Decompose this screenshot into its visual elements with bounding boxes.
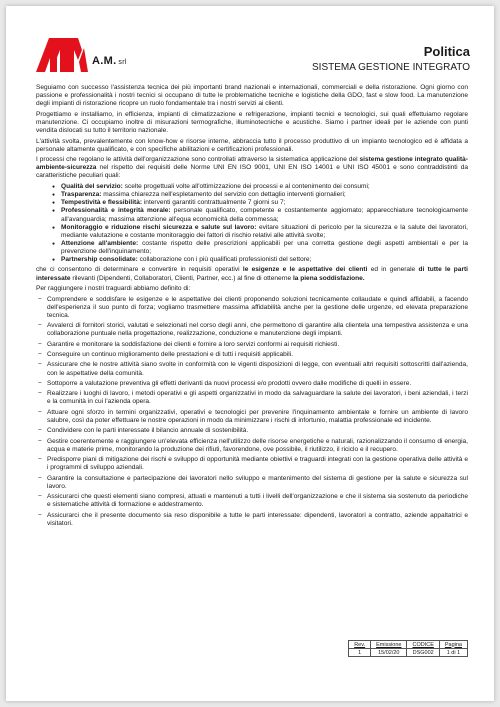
objectives-intro: Per raggiungere i nostri traguardi abbiamo definito di:: [36, 285, 191, 293]
revision-header-cell: Pagina: [439, 641, 467, 649]
quality-item: [52, 207, 468, 223]
quality-term: Trasparenza:: [61, 191, 102, 199]
quality-text: scelte progettuali volte all'ottimizzazione dei processi e al contenimento dei consumi;: [124, 182, 370, 190]
commitment-text-a: che ci consentono di determinare e convertire in requisiti operativi: [36, 266, 240, 274]
processes-paragraph: [36, 156, 468, 180]
objective-item: − Comprendere e soddisfare le esigenze e le aspettative dei clienti proponendo soluzioni tecnicamente collaudate e quindi affidabili, a facendo dell'esperienza il suo punto di forza; vogliamo trasmettere massima affidabilità anche per la gestione delle urgenze, ed elevata preparazione tecnica.: [36, 296, 468, 320]
intro-paragraph: L'attività svolta, prevalentemente con know-how e risorse interne, abbraccia tutto il processo produttivo di un impianto tecnologico ed è affidata a personale altamente qualificato, e con specifiche abilitazioni e certificazioni professionali.: [36, 137, 468, 153]
title-block: [312, 44, 470, 73]
objective-item: − Gestire coerentemente e raggiungere un'elevata efficienza nell'utilizzo delle risorse energetiche e naturali, razionalizzando il consumo di energia, acqua e materie prime, monitorando la produzione dei rifiuti, favorendone, ove possibile, il riutilizzo, il riciclo e il recupero.: [36, 438, 468, 454]
quality-item: [52, 183, 468, 191]
company-name: [92, 55, 127, 67]
company-suffix: srl: [118, 59, 127, 66]
revision-value-cell: 15/02/20: [371, 649, 407, 657]
commitment-text-d: di tutte le parti interessate: [36, 266, 468, 282]
document-subtitle: SISTEMA GESTIONE INTEGRATO: [312, 62, 470, 73]
objective-item: − Assicurare che le nostre attività siano svolte in conformità con le vigenti disposizioni di legge, con eventuali altri requisiti sottoscritti dall'azienda, con le aspettative della comunità.: [36, 361, 468, 377]
quality-text: evitare situazioni di pericolo per la sicurezza e la salute dei lavoratori, mediante valutazione e costante monitoraggio dei fattori di rischio relativi alle attività svolte;: [61, 223, 468, 239]
quality-term: Partnership consolidate:: [61, 256, 138, 264]
revision-table: [348, 640, 468, 657]
processes-system: sistema gestione integrato qualità-ambiente-sicurezza: [36, 156, 468, 172]
quality-term: Attenzione all'ambiente:: [61, 240, 139, 247]
objective-item: − Predisporre piani di mitigazione dei rischi e sviluppo di opportunità mediante obiettivi e traguardi integrati con la gestione operativa delle attività e i programmi di sviluppo aziendali.: [36, 456, 468, 472]
revision-value-row: [349, 649, 468, 657]
quality-item: [52, 191, 468, 199]
quality-item: [52, 240, 468, 256]
objective-item: − Sottoporre a valutazione preventiva gli effetti derivanti da nuovi processi e/o prodotti ovvero dalle modifiche di quelli in essere.: [36, 380, 468, 388]
document-header: [36, 32, 470, 82]
intro-paragraph: Seguiamo con successo l'assistenza tecnica dei più importanti brand nazionali e internazionali, commerciali e della ristorazione. Ogni giorno con passione e professionalità i nostri tecnici si occupano di tutte le problematiche tecniche e logistiche della GDO, fast e slow food. La manutenzione degli impianti di ristorazione ricopre un ruolo fondamentale tra i nostri servizi ai clienti.: [36, 84, 468, 108]
revision-header-cell: Rev.: [349, 641, 371, 649]
quality-term: Professionalità e integrità morale:: [61, 207, 171, 215]
objective-item: − Assicurarci che il presente documento sia reso disponibile a tutte le parti interessate: dipendenti, lavoratori a contratto, aziende appaltatrici e visitatori.: [36, 512, 468, 528]
quality-term: Monitoraggio e riduzione rischi sicurezza e salute sul lavoro:: [61, 223, 257, 231]
commitment-text-f: la piena soddisfazione.: [292, 274, 365, 282]
commitment-text-b: le esigenze e le aspettative dei clienti: [242, 266, 368, 274]
processes-lead: I processi che regolano le attività dell'organizzazione sono controllati attraverso la sistematica applicazione del: [36, 156, 358, 164]
revision-header-row: [349, 641, 468, 649]
quality-text: personale qualificato, competente e costantemente aggiornato; apparecchiature tecnologicamente all'avanguardia; massima attenzione all'equa economicità della commessa;: [61, 207, 468, 223]
quality-item: [52, 224, 468, 240]
intro-paragraph: Progettiamo e installiamo, in efficienza, impianti di climatizzazione e refrigerazione, impianti tecnici e tecnologici, sui quali effettuiamo regolare manutenzione. Ci occupiamo inoltre di misurazioni termografiche, illuminotecniche e acustiche. Siamo i partner ideali per le aziende con punti vendita dislocati su tutto il territorio nazionale.: [36, 110, 468, 135]
revision-value-cell: DSG002: [407, 649, 439, 657]
commitment-text-c: ed in generale: [370, 266, 416, 274]
commitment-paragraph: [36, 266, 468, 282]
quality-term: Qualità del servizio:: [61, 182, 123, 190]
objective-item: − Condividere con le parti interessate il bilancio annuale di sostenibilità.: [36, 427, 468, 435]
objective-item: − Conseguire un continuo miglioramento delle prestazioni e di tutti i requisiti applicabili.: [36, 351, 468, 359]
quality-text: massima chiarezza nell'espletamento del servizio con dettaglio interventi giornalieri;: [103, 191, 346, 199]
revision-header-cell: Emissione: [371, 641, 407, 649]
quality-text: collaborazione con i più qualificati professionisti del settore;: [139, 256, 312, 264]
quality-text: costante rispetto delle prescrizioni applicabili per una corretta gestione degli aspetti ambientali e per la prevenzione dell'inquinamento;: [61, 240, 468, 256]
revision-value-cell: 1: [349, 649, 371, 657]
objective-item: − Assicurarci che questi elementi siano compresi, attuati e mantenuti a tutti i livelli dell'organizzazione e che il sistema sia sostenuto da periodiche e sistematiche attività di formazione e addestramento.: [36, 493, 468, 509]
company-logo: [36, 38, 88, 72]
objective-item: − Attuare ogni sforzo in termini organizzativi, operativi e tecnologici per prevenire l'inquinamento ambientale e fornire un ambiente di lavoro salubre, così da poter effettuare le nostre operazioni in modo da minimizzare i rischi di infortunio, malattia professionale ed incidente.: [36, 409, 468, 425]
company-name-text: A.M.: [92, 55, 117, 67]
objectives-list: [36, 296, 468, 528]
revision-value-cell: 1 di 1: [439, 649, 467, 657]
quality-text: interventi garantiti contrattualmente 7 giorni su 7;: [143, 199, 286, 207]
document-page: [6, 6, 494, 701]
document-body: [36, 84, 468, 530]
quality-term: Tempestività e flessibilità:: [61, 199, 143, 207]
document-title: Politica: [423, 44, 470, 59]
qualities-list: [52, 183, 468, 265]
objective-item: − Garantire e monitorare la soddisfazione dei clienti e fornire a loro servizi conformi ai requisiti richiesti.: [36, 341, 468, 349]
quality-item: [52, 199, 468, 207]
objective-item: − Garantire la consultazione e partecipazione dei lavoratori nello sviluppo e mantenimento del sistema di gestione per la salute e sicurezza sul lavoro.: [36, 475, 468, 491]
objective-item: − Avvalerci di fornitori storici, valutati e selezionati nel corso degli anni, che permettono di garantire alla clientela una tempestiva assistenza e una collaborazione puntuale nella progettazione, realizzazione, conduzione e manutenzione degli impianti.: [36, 322, 468, 338]
revision-header-cell: CODICE: [407, 641, 439, 649]
commitment-text-e: rilevanti (Dipendenti, Collaboratori, Clienti, Partner, ecc.) al fine di ottenerne: [72, 274, 292, 282]
quality-item: [52, 256, 468, 264]
processes-tail: nel rispetto dei requisiti delle Norme UNI EN ISO 9001, UNI EN ISO 14001 e UNI ISO 45001 e sono contraddistinti da caratteristiche peculiari quali:: [36, 164, 468, 180]
objective-item: − Realizzare i luoghi di lavoro, i metodi operativi e gli aspetti organizzativi in modo da salvaguardare la salute dei lavoratori, i beni aziendali, i terzi e la comunità in cui l'azienda opera.: [36, 390, 468, 406]
